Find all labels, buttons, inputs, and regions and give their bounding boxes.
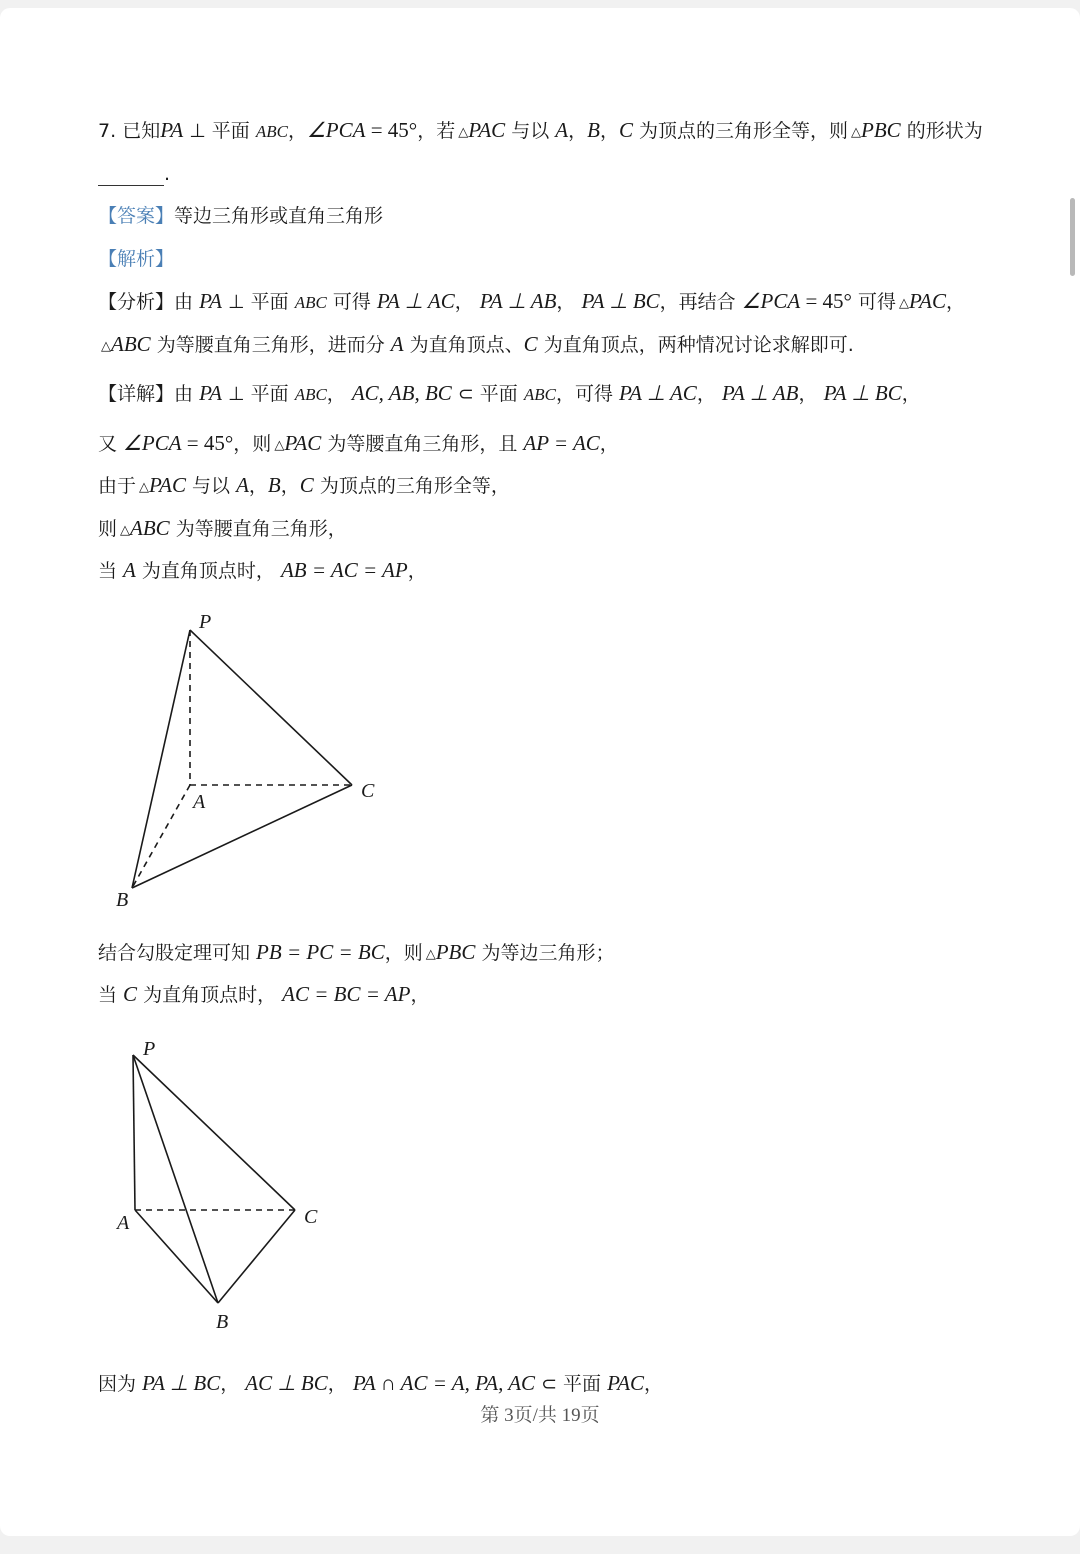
triangle-symbol: △ — [274, 438, 285, 453]
math: PA — [199, 289, 223, 313]
math: = 45° — [800, 289, 852, 313]
text: 可得 — [326, 291, 377, 313]
triangle-symbol: △ — [458, 125, 469, 140]
text: 为等边三角形； — [475, 942, 615, 964]
triangle-symbol: △ — [139, 480, 150, 495]
edge-PB — [133, 1055, 218, 1303]
vertex-label-P: P — [199, 611, 212, 633]
text: 则 — [98, 518, 118, 540]
text: 由 — [174, 383, 200, 405]
edge-PA — [133, 1055, 135, 1210]
math: PA ⊥ BC — [581, 289, 660, 313]
math: A — [123, 558, 136, 582]
math: C — [618, 118, 633, 142]
math: AC = BC = AP — [282, 982, 411, 1006]
text: 为直角顶点时， — [137, 984, 283, 1006]
text: ， — [599, 433, 619, 455]
math: C — [523, 332, 538, 356]
math: B — [587, 118, 600, 142]
text: ， — [798, 383, 824, 405]
text: ⊥ 平面 — [222, 291, 295, 313]
question-number: 7. — [98, 120, 117, 142]
text: ， — [696, 383, 722, 405]
math: PA ⊥ BC — [142, 1371, 221, 1395]
text: 为等腰直角三角形，进而分 — [150, 334, 391, 356]
answer-text: 等边三角形或直角三角形 — [174, 205, 384, 227]
math: ABC — [523, 385, 556, 404]
text: ， — [945, 291, 965, 313]
math: ABC — [294, 385, 327, 404]
math: ABC — [255, 122, 288, 141]
detail-tag: 【详解】 — [98, 383, 175, 405]
edge-AB — [135, 1210, 218, 1303]
text: 又 — [98, 433, 124, 455]
text: ， — [327, 1373, 353, 1395]
triangle-symbol: △ — [120, 523, 131, 538]
math: PBC — [861, 118, 901, 142]
text: 为顶点的三角形全等， — [313, 475, 510, 497]
text: 由于 — [98, 475, 137, 497]
vertex-label-A: A — [117, 1212, 130, 1234]
text: ， — [644, 1373, 664, 1395]
triangle-symbol: △ — [899, 296, 909, 311]
math: PA ⊥ AC — [619, 381, 697, 405]
question-text: 的形状为 — [900, 120, 983, 142]
vertex-label-P: P — [143, 1038, 156, 1060]
text: ⊂ 平面 — [451, 383, 524, 405]
text: 为直角顶点，两种情况讨论求解即可. — [537, 334, 854, 356]
question-text: ， — [287, 120, 307, 142]
text: 为直角顶点、 — [403, 334, 524, 356]
math: = 45° — [181, 431, 234, 455]
triangle-symbol: △ — [851, 125, 862, 140]
text: ，再结合 — [659, 291, 742, 313]
math: PAC — [468, 118, 506, 142]
text: ， — [901, 383, 921, 405]
math: PA ∩ AC = A, PA, AC — [352, 1371, 536, 1395]
page-footer: 第 3页/共 19页 — [480, 1405, 600, 1426]
text: ， — [410, 984, 430, 1006]
math: ∠PCA — [306, 118, 366, 142]
text: 为直角顶点时， — [135, 560, 281, 582]
text: 与以 — [185, 475, 237, 497]
math: B — [267, 473, 281, 497]
question-text: 为顶点的三角形全等，则 — [632, 120, 849, 142]
text: ，可得 — [555, 383, 619, 405]
math: A — [390, 332, 404, 356]
text: 当 — [98, 560, 124, 582]
math: PAC — [149, 473, 186, 497]
vertex-label-A: A — [193, 791, 206, 813]
text: 当 — [98, 984, 124, 1006]
edge-BC — [218, 1210, 295, 1303]
text: ， — [280, 475, 300, 497]
math: C — [123, 982, 138, 1006]
math: AB = AC = AP — [280, 558, 408, 582]
math: PAC — [607, 1371, 645, 1395]
math: PA — [160, 118, 184, 142]
question-text: 已知 — [122, 120, 161, 142]
math: PBC — [435, 940, 476, 964]
question-text: ， — [599, 120, 619, 142]
text: 由 — [174, 291, 200, 313]
math: AC, AB, BC — [351, 381, 452, 405]
text: ， — [454, 291, 480, 313]
vertex-label-C: C — [361, 780, 375, 802]
text: 结合勾股定理可知 — [98, 942, 257, 964]
vertex-label-B: B — [216, 1311, 229, 1333]
math: PA ⊥ AB — [479, 289, 557, 313]
edge-PC — [133, 1055, 295, 1210]
question-text: ⊥ 平面 — [183, 120, 256, 142]
question-text: ， — [568, 120, 588, 142]
vertex-label-C: C — [304, 1206, 318, 1228]
text: ， — [556, 291, 582, 313]
text: 为等腰直角三角形， — [169, 518, 347, 540]
math: PA ⊥ AC — [376, 289, 455, 313]
text: ⊥ 平面 — [222, 383, 295, 405]
math: ABC — [111, 332, 151, 356]
text: ⊂ 平面 — [535, 1373, 608, 1395]
math: ∠PCA — [741, 289, 801, 313]
math: AC ⊥ BC — [245, 1371, 328, 1395]
analysis-tag: 【解析】 — [98, 248, 175, 270]
triangle-symbol: △ — [425, 947, 436, 962]
text: ，则 — [233, 433, 272, 455]
text: 为等腰直角三角形，且 — [321, 433, 524, 455]
math: PAC — [284, 431, 322, 455]
math: AP = AC — [523, 431, 600, 455]
math: A — [236, 473, 249, 497]
math: ABC — [294, 293, 327, 312]
text: ， — [248, 475, 268, 497]
text: 因为 — [98, 1373, 143, 1395]
math: ∠PCA — [123, 431, 182, 455]
text: ， — [326, 383, 352, 405]
math: PA ⊥ BC — [823, 381, 902, 405]
math: PB = PC = BC — [256, 940, 385, 964]
math: A — [555, 118, 569, 142]
triangle-symbol: △ — [101, 339, 111, 354]
math: PA ⊥ AB — [721, 381, 799, 405]
text: ，则 — [384, 942, 423, 964]
question-text: 与以 — [505, 120, 556, 142]
question-text: ，若 — [417, 120, 456, 142]
text: 可得 — [851, 291, 896, 313]
math: C — [299, 473, 314, 497]
period: . — [164, 163, 171, 185]
vertex-label-B: B — [116, 889, 129, 911]
detail-line-8 — [98, 1369, 663, 1398]
fenxi-tag: 【分析】 — [98, 291, 175, 313]
answer-tag: 【答案】 — [98, 205, 175, 227]
math: PAC — [909, 289, 946, 313]
math: = 45° — [365, 118, 418, 142]
text: ， — [220, 1373, 246, 1395]
text: ， — [407, 560, 427, 582]
math: ABC — [130, 516, 170, 540]
math: PA — [199, 381, 223, 405]
